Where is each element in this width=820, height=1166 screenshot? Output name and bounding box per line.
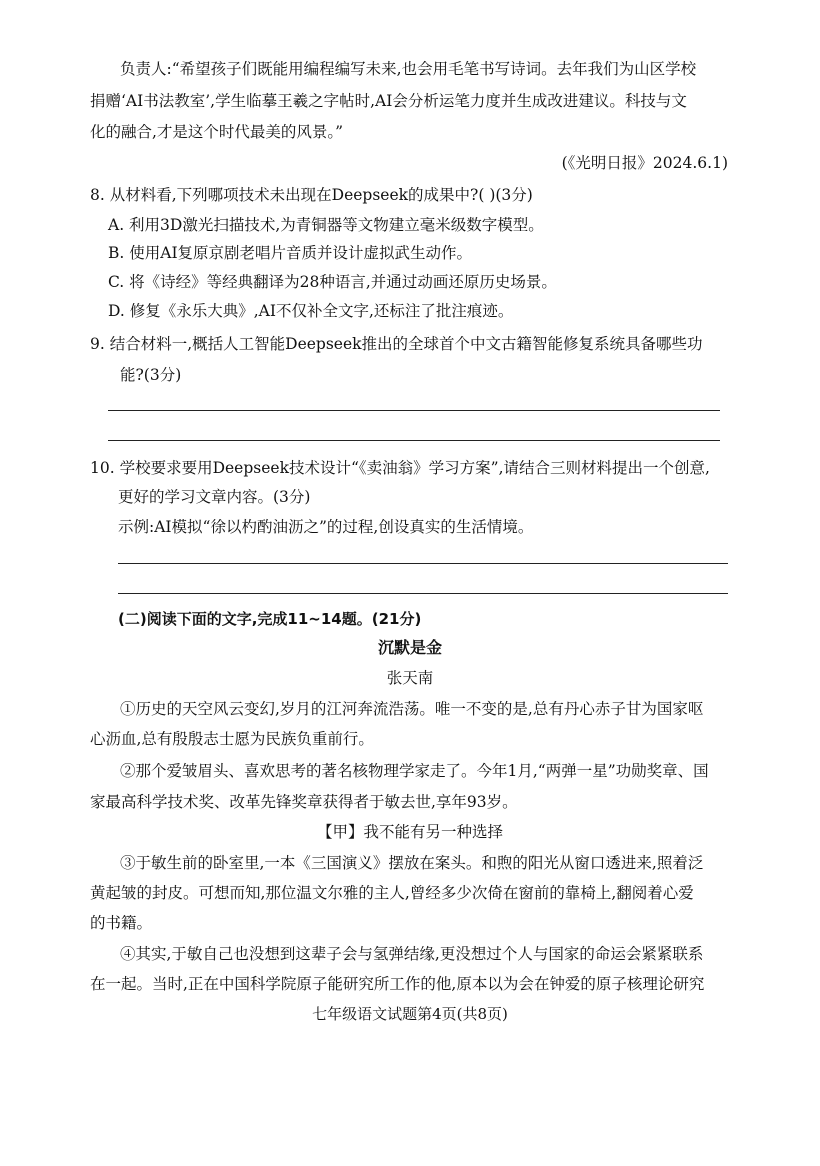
- answer-line: [108, 410, 720, 411]
- paragraph-3-line-1: ③于敏生前的卧室里,一本《三国演义》摆放在案头。和煦的阳光从窗口透进来,照着泛: [120, 854, 704, 872]
- intro-line-2: 捐赠‘AI书法教室’,学生临摹王羲之字帖时,AI会分析运笔力度并生成改进建议。科技与文: [90, 92, 687, 110]
- question-9-line-2: 能?(3分): [120, 366, 182, 384]
- paragraph-4-line-2: 在一起。当时,正在中国科学院原子能研究所工作的他,原本以为会在钟爱的原子核理论研究: [90, 975, 705, 993]
- article-title: 沉默是金: [377, 638, 442, 657]
- section-heading: (二)阅读下面的文字,完成11~14题。(21分): [118, 610, 422, 628]
- question-8-option-a: A. 利用3D激光扫描技术,为青铜器等文物建立毫米级数字模型。: [108, 216, 544, 234]
- question-8-option-d: D. 修复《永乐大典》,AI不仅补全文字,还标注了批注痕迹。: [108, 302, 514, 320]
- answer-line: [118, 563, 728, 564]
- page-footer: 七年级语文试题第4页(共8页): [312, 1005, 508, 1023]
- question-8-option-b: B. 使用AI复原京剧老唱片音质并设计虚拟武生动作。: [108, 244, 473, 262]
- answer-line: [108, 440, 720, 441]
- question-9-line-1: 9. 结合材料一,概括人工智能Deepseek推出的全球首个中文古籍智能修复系统具备哪些功: [90, 335, 703, 353]
- paragraph-1-line-1: ①历史的天空风云变幻,岁月的江河奔流浩荡。唯一不变的是,总有丹心赤子甘为国家呕: [120, 700, 704, 718]
- question-10-line-1: 10. 学校要求要用Deepseek技术设计“《卖油翁》学习方案”,请结合三则材料提出一个创意,: [90, 459, 710, 477]
- question-10-line-2: 更好的学习文章内容。(3分): [118, 488, 311, 506]
- paragraph-2-line-2: 家最高科学技术奖、改革先锋奖章获得者于敏去世,享年93岁。: [90, 793, 518, 811]
- question-8-stem: 8. 从材料看,下列哪项技术未出现在Deepseek的成果中?( )(3分): [90, 186, 533, 204]
- section-subheading: 【甲】我不能有另一种选择: [316, 823, 503, 841]
- intro-line-3: 化的融合,才是这个时代最美的风景。”: [90, 123, 344, 141]
- paragraph-2-line-1: ②那个爱皱眉头、喜欢思考的著名核物理学家走了。今年1月,“两弹一星”功勋奖章、国: [120, 762, 709, 780]
- intro-line-1: 负责人:“希望孩子们既能用编程编写未来,也会用毛笔书写诗词。去年我们为山区学校: [120, 60, 697, 78]
- answer-line: [118, 593, 728, 594]
- paragraph-4-line-1: ④其实,于敏自己也没想到这辈子会与氢弹结缘,更没想过个人与国家的命运会紧紧联系: [120, 945, 704, 963]
- paragraph-3-line-3: 的书籍。: [90, 914, 153, 932]
- article-author: 张天南: [386, 669, 434, 687]
- paragraph-3-line-2: 黄起皱的封皮。可想而知,那位温文尔雅的主人,曾经多少次倚在窗前的靠椅上,翻阅着心爱: [90, 884, 694, 902]
- paragraph-1-line-2: 心沥血,总有殷殷志士愿为民族负重前行。: [90, 730, 374, 748]
- question-10-example: 示例:AI模拟“徐以杓酌油沥之”的过程,创设真实的生活情境。: [118, 518, 534, 536]
- question-8-option-c: C. 将《诗经》等经典翻译为28种语言,并通过动画还原历史场景。: [108, 273, 557, 291]
- source-citation: (《光明日报》2024.6.1): [561, 154, 728, 172]
